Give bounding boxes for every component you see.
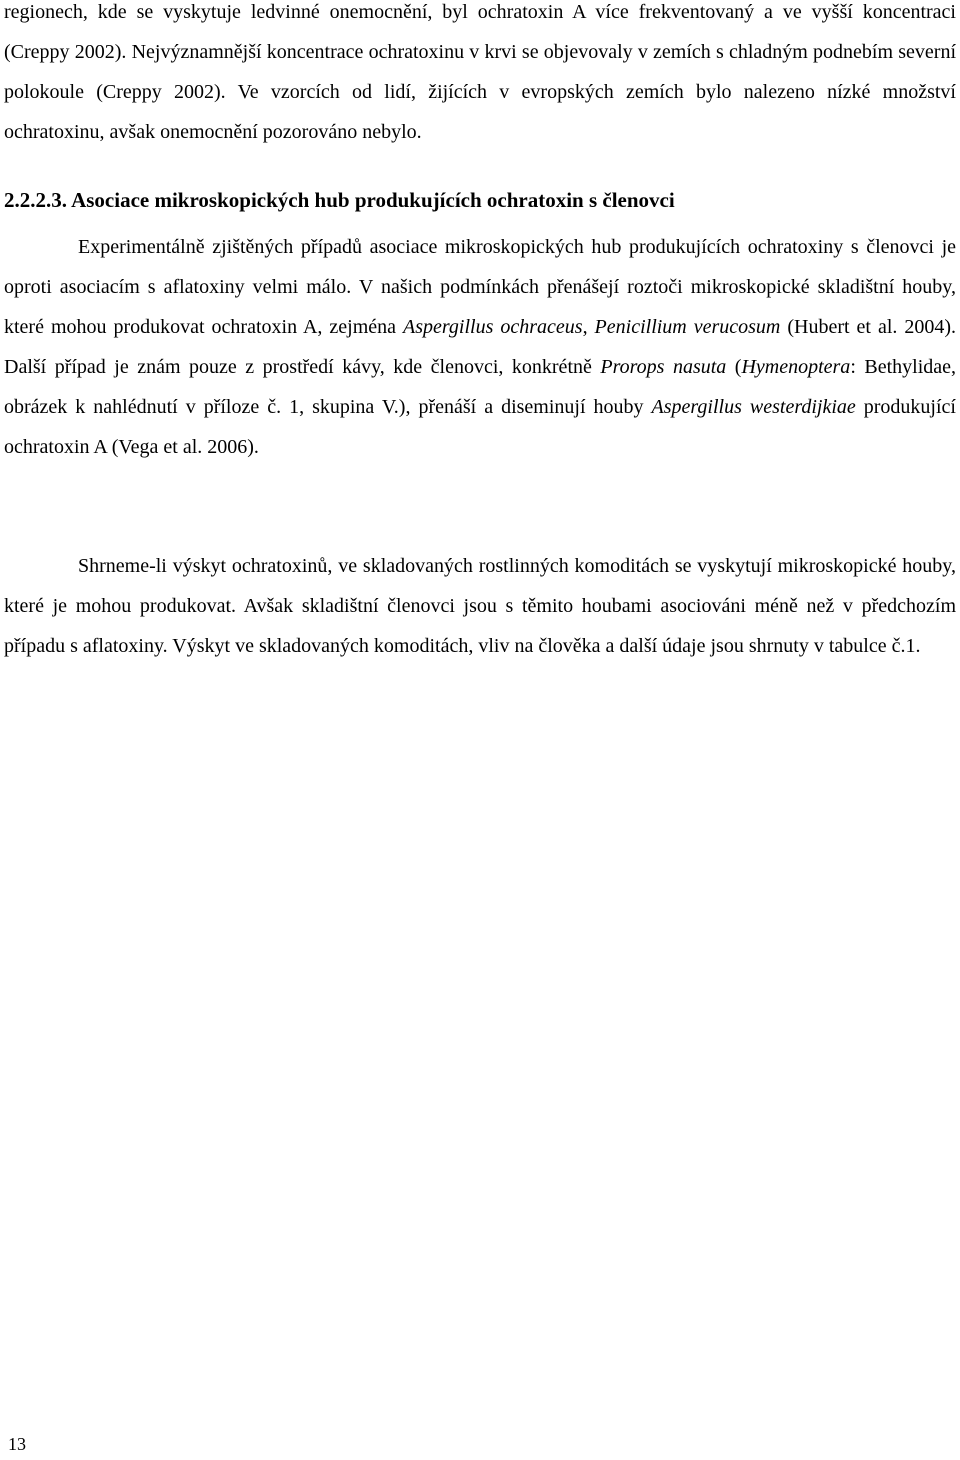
paragraph-arthropod-association <box>4 227 956 467</box>
text-run: Experimentálně zjištěných případů asociace mikroskopických hub produkujících ochratoxiny s členovci je oproti asociacím s aflatoxiny velmi málo. V našich podmínkách přenášejí roztoči mikroskopické skladištní houby, které mohou produkovat ochratoxin A, zejména <box>4 236 956 338</box>
page-number: 13 <box>8 1434 26 1454</box>
species-name: Prorops nasuta <box>600 356 727 378</box>
species-name: Penicillium verucosum <box>594 316 781 338</box>
text-run: : Bethylidae, obrázek k nahlédnutí v příloze č. 1, skupina V.), přenáší a diseminují houby <box>4 356 957 418</box>
text-run: produkující ochratoxin A (Vega et al. 2006). <box>4 396 956 458</box>
section-heading: 2.2.2.3. Asociace mikroskopických hub produkujících ochratoxin s členovci <box>4 188 675 212</box>
document-page <box>4 0 956 1460</box>
text-run: ( <box>726 356 742 378</box>
species-name: Aspergillus westerdijkiae <box>651 396 856 418</box>
text-run: , <box>582 316 595 338</box>
paragraph-ochratoxin-regions: regionech, kde se vyskytuje ledvinné onemocnění, byl ochratoxin A více frekventovaný a ve vyšší koncentraci (Creppy 2002). Nejvýznamnější koncentrace ochratoxinu v krvi se objevovaly v zemích s chladným podnebím severní polokoule (Creppy 2002). Ve vzorcích od lidí, žijících v evropských zemích bylo nalezeno nízké množství ochratoxinu, avšak onemocnění pozorováno nebylo. <box>4 1 956 143</box>
taxon-name: Hymenoptera <box>741 356 851 378</box>
text-run: (Hubert et al. 2004). Další případ je znám pouze z prostředí kávy, kde členovci, konkrétně <box>4 316 957 378</box>
species-name: Aspergillus ochraceus <box>403 316 583 338</box>
paragraph-summary: Shrneme-li výskyt ochratoxinů, ve skladovaných rostlinných komoditách se vyskytují mikroskopické houby, které je mohou produkovat. Avšak skladištní členovci jsou s těmito houbami asociováni méně než v předchozím případu s aflatoxiny. Výskyt ve skladovaných komoditách, vliv na člověka a další údaje jsou shrnuty v tabulce č.1. <box>4 555 956 657</box>
